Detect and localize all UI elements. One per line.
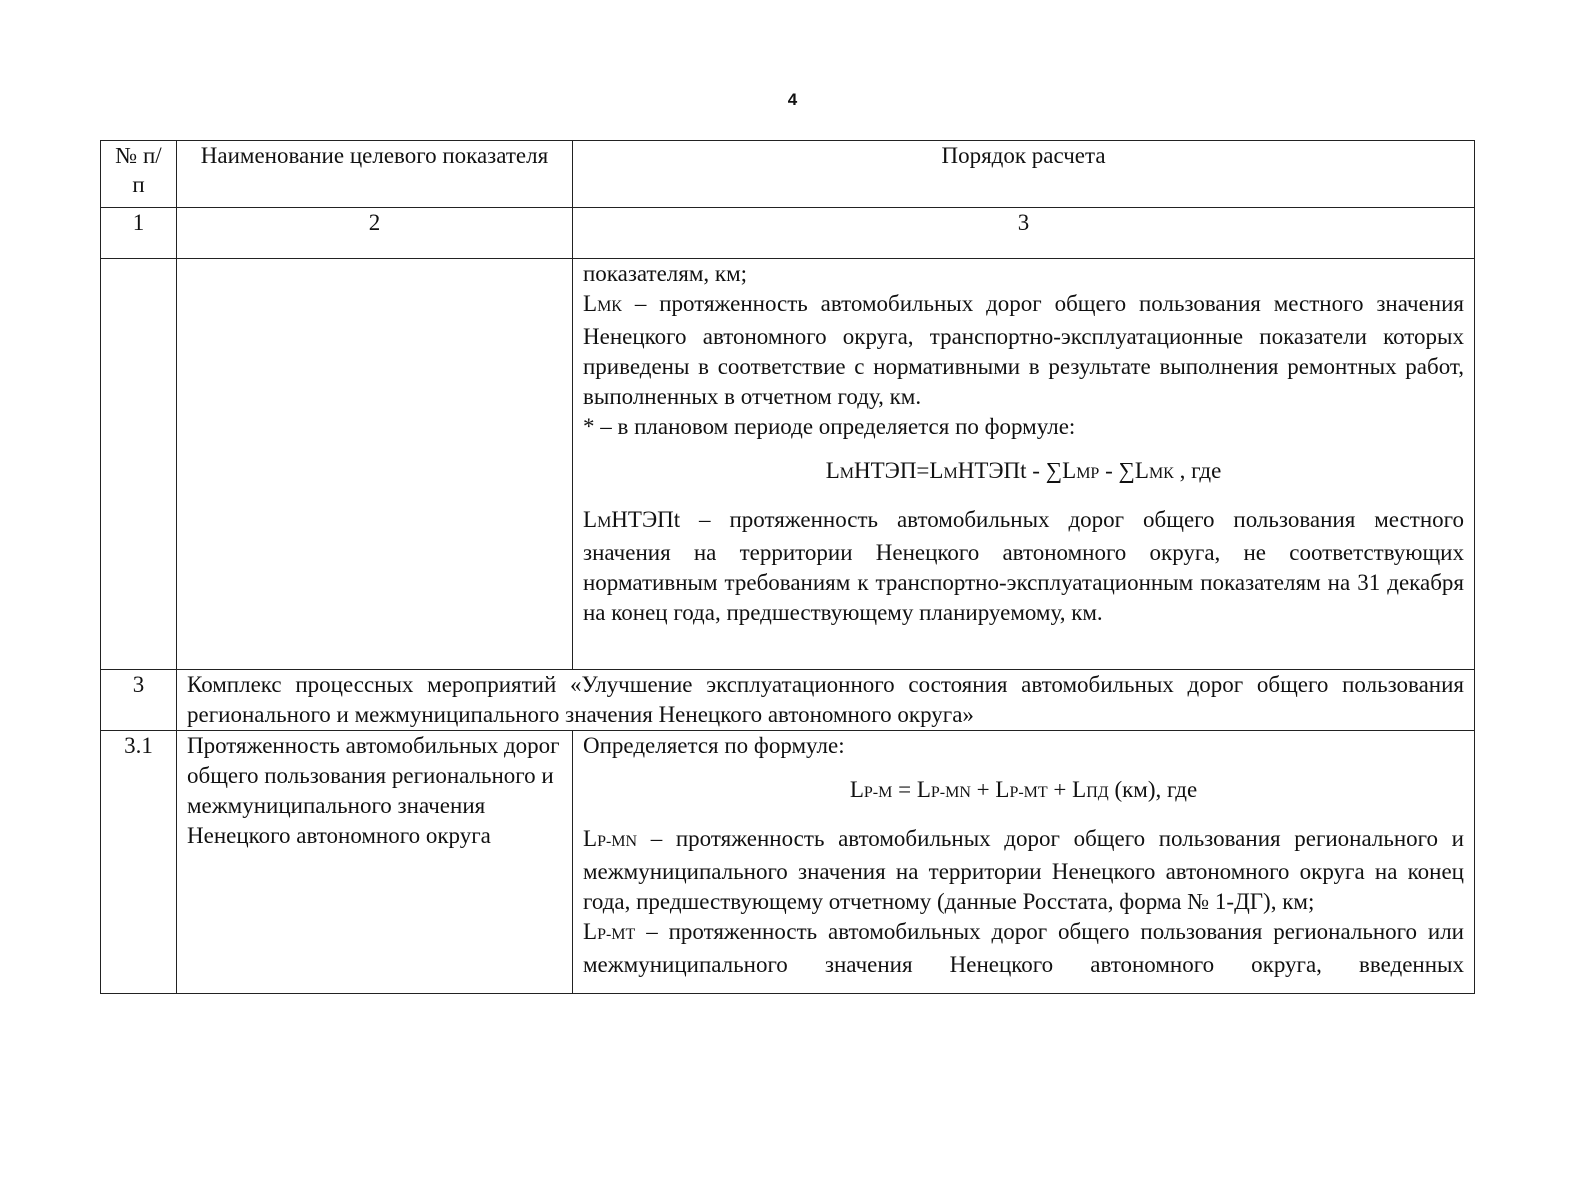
table-row-3-1 [101, 731, 1475, 994]
definition-lp-mt [583, 917, 1464, 980]
symbol-subscript: МК [597, 298, 622, 315]
table-header-row [101, 141, 1475, 208]
definition-lmk [583, 289, 1464, 412]
definition-text: – протяженность автомобильных дорог общего пользования регионального и межмуниципального значения на территории Ненецкого автономного округа на конец года, предшествующему отчетному (данные Росстата, форма № 1-ДГ), км; [583, 826, 1464, 914]
definition-text: – протяженность автомобильных дорог общего пользования местного значения Ненецкого автономного округа, транспортно-эксплуатационные показатели которых приведены в соответствие с нормативными в результате выполнения ремонтных работ, выполненных в отчетном году, км. [583, 291, 1464, 409]
symbol: L [583, 826, 598, 851]
definition-lp-mn [583, 824, 1464, 917]
row-number-cell: 3 [101, 670, 177, 731]
row-number-cell [101, 259, 177, 670]
symbol: L [583, 507, 598, 532]
indicator-name-cell: Протяженность автомобильных дорог общего пользования регионального и межмуниципального значения Ненецкого автономного округа [177, 731, 573, 994]
column-index-2: 2 [177, 208, 573, 259]
calculation-cell [573, 259, 1475, 670]
header-number: № п/п [101, 141, 177, 208]
symbol: L [583, 291, 598, 316]
paragraph: показателям, км; [583, 261, 748, 286]
symbol: L [583, 919, 598, 944]
definition-text: – протяженность автомобильных дорог общего пользования местного значения на территории Ненецкого автономного округа, не соответствующих нормативным требованиям к транспортно-эксплуатационным показателям на 31 декабря на конец года, предшествующему планируемому, км. [583, 507, 1464, 625]
symbol-rest: НТЭПt [611, 507, 681, 532]
column-index-row [101, 208, 1475, 259]
column-index-3: 3 [573, 208, 1475, 259]
table-row [101, 259, 1475, 670]
indicators-table [100, 140, 1475, 994]
row-number-cell: 3.1 [101, 731, 177, 994]
formula-lpm: LР-М = LР-MN + LР-МТ + LПД (км), где [849, 777, 1198, 802]
calculation-cell [573, 731, 1475, 994]
symbol-subscript: М [597, 514, 612, 531]
header-calculation-order: Порядок расчета [573, 141, 1475, 208]
symbol-subscript: Р-MN [597, 833, 638, 850]
formula-intro: Определяется по формуле: [583, 733, 845, 758]
page-number: 4 [787, 90, 798, 109]
paragraph: * – в плановом периоде определяется по формуле: [583, 414, 1076, 439]
header-indicator-name: Наименование целевого показателя [177, 141, 573, 208]
symbol-subscript: Р-МТ [597, 926, 636, 943]
table-row-section-3 [101, 670, 1475, 731]
definition-text: – протяженность автомобильных дорог общего пользования регионального или межмуниципального значения Ненецкого автономного округа, введенных [583, 919, 1464, 977]
section-title-cell: Комплекс процессных мероприятий «Улучшение эксплуатационного состояния автомобильных дорог общего пользования регионального и межмуниципального значения Ненецкого автономного округа» [177, 670, 1475, 731]
definition-lmntept [583, 505, 1464, 628]
row-name-cell [177, 259, 573, 670]
column-index-1: 1 [101, 208, 177, 259]
formula-lmntep: LМНТЭП=LМНТЭПt - ∑LМР - ∑LМК , где [825, 458, 1222, 483]
